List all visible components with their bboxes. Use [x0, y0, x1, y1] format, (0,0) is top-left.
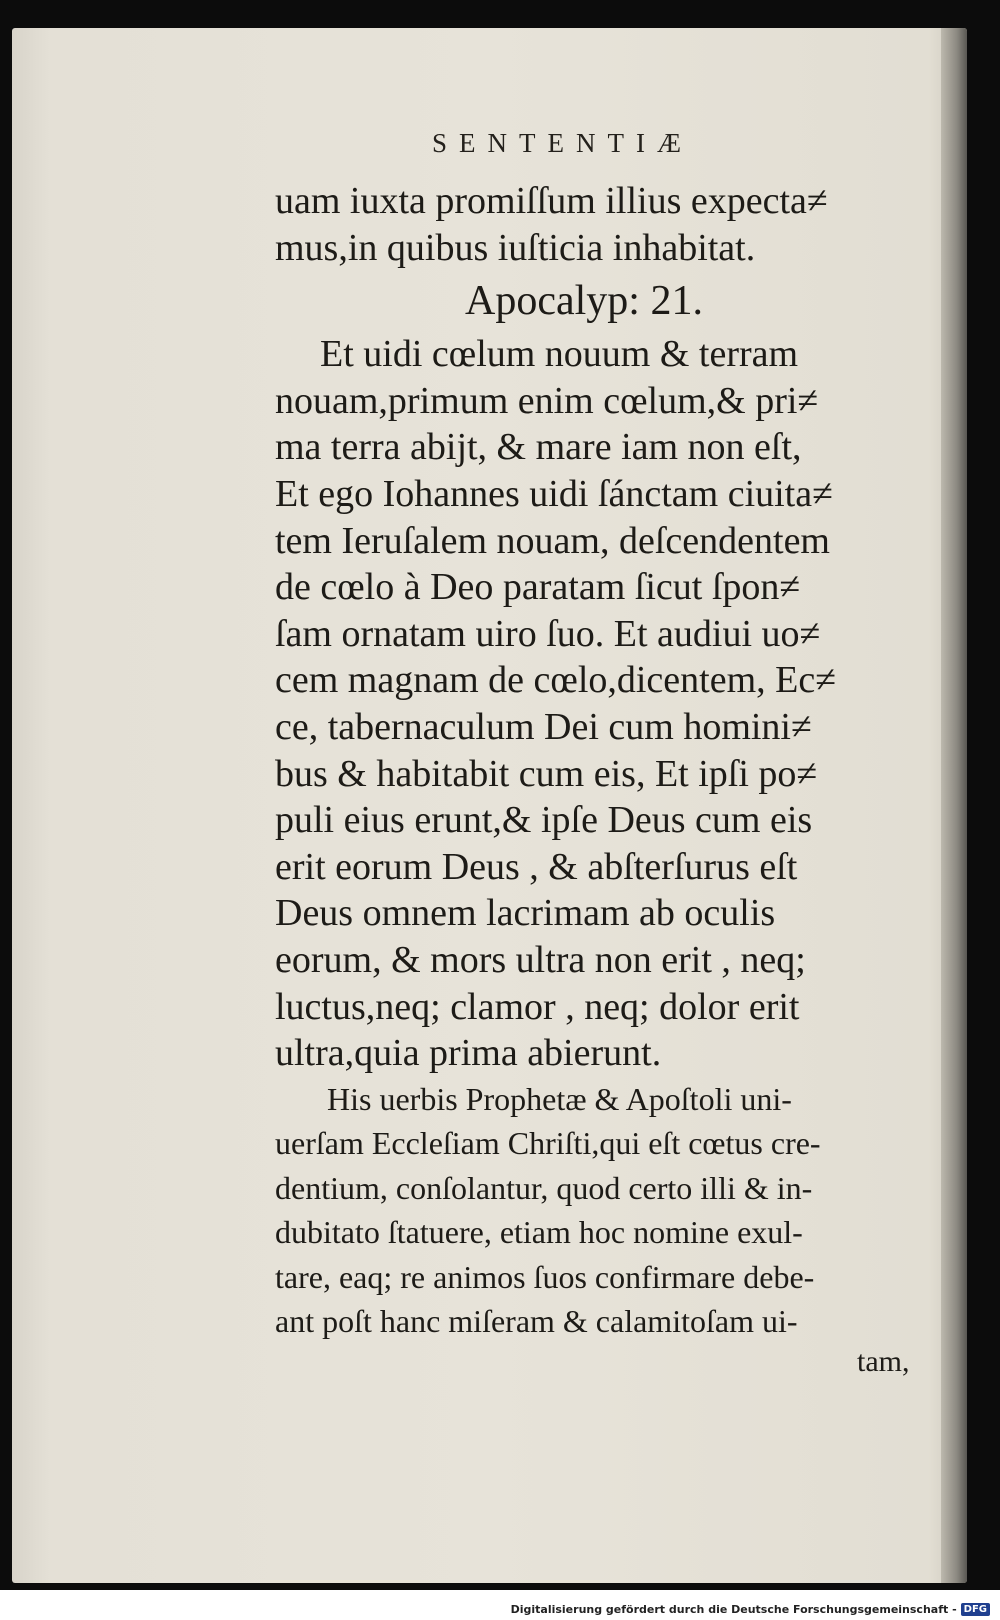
catchword: tam, — [857, 1345, 910, 1378]
text-line: Deus omnem lacrimam ab oculis — [275, 892, 776, 935]
running-head: SENTENTIÆ — [432, 128, 693, 158]
text-line: uam iuxta promiſſum illius expecta≠ — [275, 180, 828, 222]
text-line: bus & habitabit cum eis, Et ipſi po≠ — [275, 752, 818, 795]
text-line: Et ego Iohannes uidi ſánctam ciuita≠ — [275, 472, 833, 515]
text-block — [275, 178, 925, 1344]
text-line: eorum, & mors ultra non erit , neq; — [275, 938, 806, 981]
text-line: de cœlo à Deo paratam ſicut ſpon≠ — [275, 566, 801, 609]
text-line: nouam,primum enim cœlum,& pri≠ — [275, 379, 819, 422]
text-line: ultra,quia prima abierunt. — [275, 1032, 662, 1075]
text-line: cem magnam de cœlo,dicentem, Ec≠ — [275, 659, 837, 702]
text-line: dentium, conſolantur, quod certo illi & in- — [275, 1169, 813, 1206]
section-heading: Apocalyp: 21. — [465, 278, 703, 325]
dfg-logo-icon: DFG — [961, 1603, 990, 1616]
text-line: ant poſt hanc miſeram & calamitoſam ui- — [275, 1303, 798, 1340]
text-line: puli eius erunt,& ipſe Deus cum eis — [275, 799, 813, 842]
text-line: ce, tabernaculum Dei cum homini≠ — [275, 705, 812, 748]
text-line: His uerbis Prophetæ & Apoſtoli uni- — [327, 1080, 792, 1117]
text-line: mus,in quibus iuſticia inhabitat. — [275, 226, 756, 269]
text-line: luctus,neq; clamor , neq; dolor erit — [275, 985, 800, 1028]
text-line: tare, eaq; re animos ſuos confirmare debe- — [275, 1258, 815, 1295]
page-gutter-shadow — [941, 28, 967, 1583]
text-line: ma terra abijt, & mare iam non eſt, — [275, 426, 802, 469]
text-line: tem Ieruſalem nouam, deſcendentem — [275, 519, 830, 562]
text-line: dubitato ſtatuere, etiam hoc nomine exul- — [275, 1214, 803, 1251]
text-line: Et uidi cœlum nouum & terram — [320, 333, 799, 376]
text-line: ſam ornatam uiro ſuo. Et audiui uo≠ — [275, 612, 821, 655]
book-page — [12, 28, 967, 1583]
digitization-credit — [511, 1603, 990, 1616]
credit-text: Digitalisierung gefördert durch die Deutsche Forschungsgemeinschaft - — [510, 1603, 957, 1616]
text-line: uerſam Eccleſiam Chriſti,qui eſt cœtus cre- — [275, 1125, 821, 1162]
text-line: erit eorum Deus , & abſterſurus eſt — [275, 845, 798, 888]
